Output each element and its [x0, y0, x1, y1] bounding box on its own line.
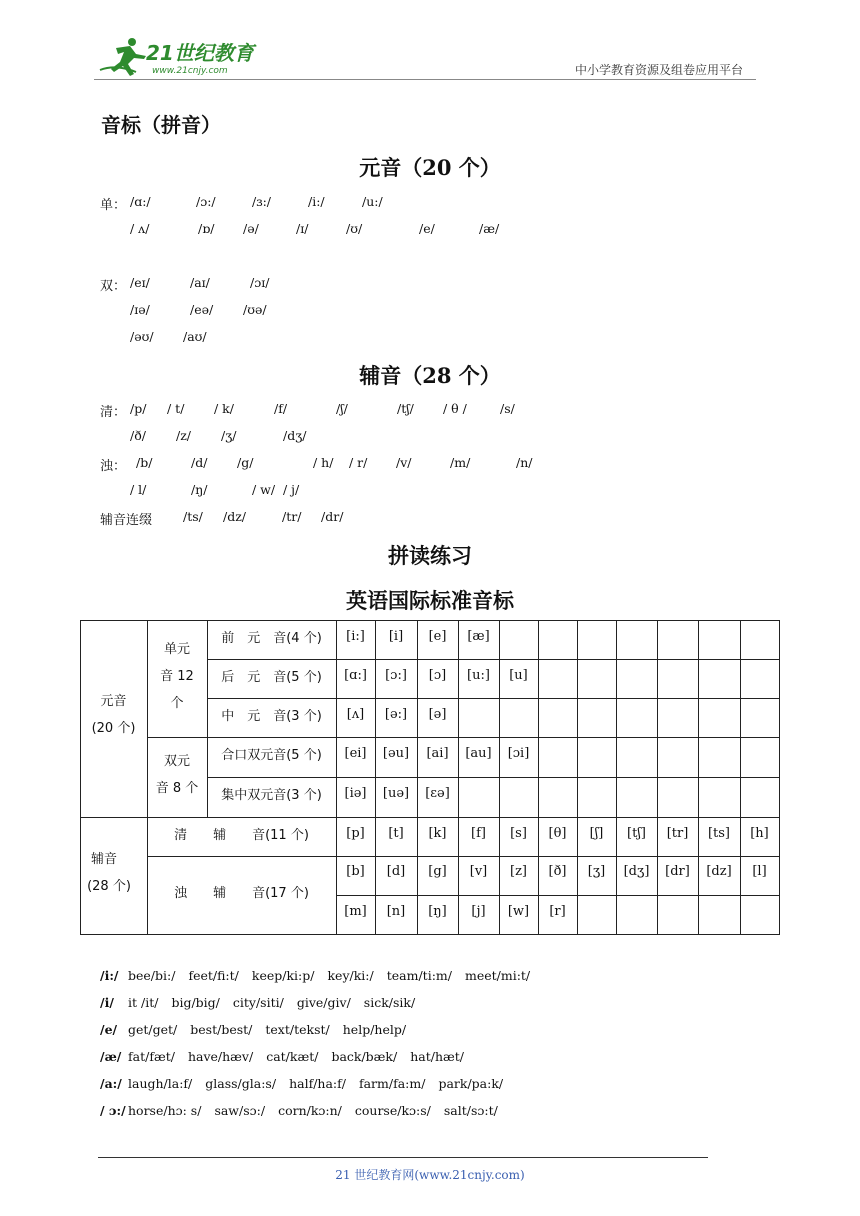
vowel-category: 元音 — [100, 694, 127, 709]
mono-category: 音 12 — [160, 669, 194, 684]
practice-word: hat/hæt/ — [410, 1049, 464, 1064]
logo-text: 21世纪教育 — [146, 41, 254, 65]
ipa-symbol-cell: [ɛə] — [425, 786, 450, 801]
phoneme: /eɪ/ — [130, 275, 150, 290]
phoneme: /ŋ/ — [191, 482, 208, 497]
ipa-symbol-cell: [ɔi] — [507, 746, 530, 761]
phoneme: / θ / — [443, 401, 467, 416]
logo-url: www.21cnjy.com — [152, 66, 228, 76]
practice-word: horse/hɔ: s/ — [128, 1103, 202, 1118]
ipa-symbol-cell: [tr] — [666, 826, 689, 841]
practice-word: help/help/ — [342, 1022, 407, 1037]
phoneme: /ʊə/ — [243, 302, 267, 317]
ipa-symbol-cell: [ə] — [428, 707, 447, 722]
phonetic-table — [80, 620, 780, 935]
diph-category: 音 8 个 — [155, 781, 199, 796]
row-label: 浊 辅 音(17 个) — [174, 886, 309, 901]
practice-word: it /it/ — [128, 995, 159, 1010]
runner-logo-icon — [96, 34, 266, 78]
ipa-symbol-cell: [ʌ] — [346, 707, 365, 722]
practice-word: give/giv/ — [296, 995, 351, 1010]
ipa-symbol-cell: [iə] — [344, 786, 367, 801]
phoneme: /n/ — [516, 455, 533, 470]
header-rule — [94, 79, 756, 80]
practice-phoneme: /e/ — [100, 1022, 118, 1037]
phoneme: /i:/ — [308, 194, 325, 209]
phoneme: /ð/ — [130, 428, 146, 443]
row-label: 合口双元音(5 个) — [221, 748, 322, 763]
ipa-symbol-cell: [dr] — [665, 864, 690, 879]
phoneme: /tr/ — [282, 509, 302, 524]
row-label: 后 元 音(5 个) — [221, 670, 322, 685]
phoneme: /ʊ/ — [346, 221, 363, 236]
practice-phoneme: /a:/ — [100, 1076, 122, 1091]
ipa-symbol-cell: [h] — [750, 826, 769, 841]
practice-row — [100, 1022, 419, 1037]
footer-text: 21 世纪教育网(www.21cnjy.com) — [335, 1168, 525, 1182]
ipa-symbol-cell: [j] — [471, 904, 486, 919]
ipa-symbol-cell: [ɔ] — [428, 668, 447, 683]
ipa-symbol-cell: [au] — [465, 746, 492, 761]
ipa-symbol-cell: [ɑ:] — [344, 668, 367, 683]
phoneme: /eə/ — [190, 302, 214, 317]
phoneme: /s/ — [500, 401, 515, 416]
site-logo — [96, 34, 266, 78]
ipa-symbol-cell: [d] — [386, 864, 406, 879]
phoneme: /aʊ/ — [183, 329, 207, 344]
practice-word: corn/kɔ:n/ — [278, 1103, 342, 1118]
phoneme: /ts/ — [183, 509, 203, 524]
consonants-heading: 辅音（28 个） — [359, 363, 501, 388]
ipa-symbol-cell: [k] — [428, 826, 447, 841]
practice-word: best/best/ — [190, 1022, 253, 1037]
practice-row — [100, 1076, 516, 1091]
phoneme: /v/ — [396, 455, 412, 470]
phoneme: /z/ — [176, 428, 192, 443]
practice-phoneme: /i:/ — [100, 968, 119, 983]
phoneme: /m/ — [450, 455, 471, 470]
practice-word: meet/mi:t/ — [464, 968, 531, 983]
consonant-category-count: (28 个) — [87, 879, 131, 894]
vowel-category-count: (20 个) — [91, 721, 136, 736]
ipa-symbol-cell: [dz] — [706, 864, 732, 879]
phoneme: /dr/ — [321, 509, 344, 524]
practice-word: fat/fæt/ — [128, 1049, 175, 1064]
ipa-symbol-cell: [ts] — [707, 826, 731, 841]
ipa-symbol-cell: [ai] — [426, 746, 449, 761]
phoneme: /ɔɪ/ — [250, 275, 270, 290]
practice-word: half/ha:f/ — [289, 1076, 346, 1091]
practice-word: bee/bi:/ — [128, 968, 176, 983]
ipa-symbol-cell: [æ] — [467, 629, 490, 644]
ipa-symbol-cell: [g] — [428, 864, 447, 879]
ipa-symbol-cell: [l] — [752, 864, 767, 879]
phoneme: /e/ — [419, 221, 435, 236]
practice-word: big/big/ — [171, 995, 220, 1010]
phoneme: /ɜ:/ — [252, 194, 271, 209]
phoneme: /ʃ/ — [336, 401, 348, 416]
ipa-symbol-cell: [v] — [469, 864, 488, 879]
phoneme: /dz/ — [223, 509, 247, 524]
practice-word: keep/ki:p/ — [251, 968, 315, 983]
ipa-symbol-cell: [ʃ] — [589, 826, 604, 841]
phoneme: / j/ — [283, 482, 300, 497]
phoneme: /u:/ — [362, 194, 383, 209]
phoneme: /ɒ/ — [198, 221, 215, 236]
ipa-symbol-cell: [i] — [388, 629, 404, 644]
practice-row — [100, 995, 428, 1010]
practice-heading: 拼读练习 — [388, 543, 472, 568]
practice-word: salt/sɔ:t/ — [443, 1103, 498, 1118]
row-label: 集中双元音(3 个) — [221, 788, 322, 803]
ipa-symbol-cell: [w] — [507, 904, 530, 919]
ipa-symbol-cell: [u:] — [467, 668, 490, 683]
practice-word: cat/kæt/ — [266, 1049, 319, 1064]
ipa-symbol-cell: [ɔ:] — [385, 668, 407, 683]
practice-word: city/siti/ — [232, 995, 284, 1010]
phoneme: /ə/ — [243, 221, 259, 236]
phoneme: / h/ — [313, 455, 334, 470]
practice-word: farm/fa:m/ — [358, 1076, 426, 1091]
phoneme: /f/ — [274, 401, 288, 416]
practice-word: course/kɔ:s/ — [354, 1103, 431, 1118]
phoneme: /əʊ/ — [130, 329, 154, 344]
phoneme: / ʌ/ — [130, 221, 150, 236]
practice-word: have/hæv/ — [187, 1049, 254, 1064]
ipa-symbol-cell: [ʒ] — [587, 864, 606, 879]
cluster-label: 辅音连缀 — [100, 513, 153, 528]
ipa-symbol-cell: [e] — [428, 629, 447, 644]
single-vowel-label: 单： — [100, 198, 127, 213]
voiced-label: 浊： — [100, 459, 127, 474]
consonant-category: 辅音 — [90, 852, 117, 867]
platform-name: 中小学教育资源及组卷应用平台 — [575, 63, 744, 77]
phoneme: / k/ — [214, 401, 234, 416]
table-title: 英语国际标准音标 — [346, 588, 514, 613]
practice-word: park/pa:k/ — [438, 1076, 504, 1091]
double-vowel-label: 双： — [100, 279, 127, 294]
phoneme: /ɔ:/ — [196, 194, 216, 209]
phoneme: /p/ — [130, 401, 147, 416]
ipa-symbol-cell: [tʃ] — [627, 826, 646, 841]
practice-phoneme: /æ/ — [100, 1049, 122, 1064]
ipa-symbol-cell: [p] — [346, 826, 365, 841]
phoneme: /ɑ:/ — [130, 194, 151, 209]
row-label: 前 元 音(4 个) — [221, 631, 322, 646]
practice-word: laugh/la:f/ — [128, 1076, 193, 1091]
phoneme: /ʒ/ — [221, 428, 237, 443]
ipa-symbol-cell: [dʒ] — [623, 864, 650, 879]
ipa-symbol-cell: [u] — [509, 668, 528, 683]
phoneme: /ɪ/ — [296, 221, 309, 236]
ipa-symbol-cell: [s] — [510, 826, 527, 841]
ipa-symbol-cell: [i:] — [346, 629, 365, 644]
ipa-symbol-cell: [ə:] — [384, 707, 408, 722]
practice-row — [100, 1049, 477, 1064]
ipa-symbol-cell: [f] — [471, 826, 486, 841]
diph-category: 双元 — [163, 754, 190, 769]
practice-word: saw/sɔ:/ — [214, 1103, 266, 1118]
phoneme: /g/ — [237, 455, 254, 470]
practice-word: back/bæk/ — [331, 1049, 398, 1064]
practice-word: key/ki:/ — [327, 968, 374, 983]
practice-word: text/tekst/ — [265, 1022, 330, 1037]
row-label: 中 元 音(3 个) — [221, 709, 322, 724]
practice-phoneme: /i/ — [100, 995, 114, 1010]
ipa-symbol-cell: [r] — [549, 904, 566, 919]
ipa-symbol-cell: [əu] — [382, 746, 410, 761]
phoneme: /tʃ/ — [397, 401, 414, 416]
ipa-symbol-cell: [z] — [510, 864, 527, 879]
ipa-symbol-cell: [uə] — [382, 786, 410, 801]
ipa-symbol-cell: [ei] — [344, 746, 367, 761]
voiceless-label: 清： — [100, 405, 127, 420]
phoneme: /ɪə/ — [130, 302, 150, 317]
mono-category: 个 — [170, 696, 184, 711]
practice-word: feet/fi:t/ — [188, 968, 239, 983]
phoneme: / t/ — [167, 401, 185, 416]
ipa-symbol-cell: [n] — [386, 904, 406, 919]
practice-word: get/get/ — [128, 1022, 178, 1037]
phoneme: / l/ — [130, 482, 147, 497]
vowels-heading: 元音（20 个） — [359, 155, 501, 180]
row-label: 清 辅 音(11 个) — [174, 828, 309, 843]
practice-word: sick/sik/ — [363, 995, 416, 1010]
ipa-symbol-cell: [t] — [388, 826, 404, 841]
practice-row — [100, 968, 543, 983]
phoneme: /aɪ/ — [190, 275, 210, 290]
practice-word: glass/gla:s/ — [205, 1076, 277, 1091]
ipa-symbol-cell: [b] — [346, 864, 365, 879]
ipa-symbol-cell: [m] — [344, 904, 367, 919]
practice-word: team/ti:m/ — [386, 968, 452, 983]
ipa-symbol-cell: [ð] — [548, 864, 567, 879]
ipa-symbol-cell: [θ] — [548, 826, 567, 841]
page-title: 音标（拼音） — [101, 113, 221, 137]
phoneme: / r/ — [349, 455, 368, 470]
practice-row — [100, 1103, 511, 1118]
phoneme: / w/ — [252, 482, 276, 497]
practice-phoneme: / ɔ:/ — [100, 1103, 126, 1118]
phoneme: /dʒ/ — [283, 428, 307, 443]
phoneme: /d/ — [191, 455, 208, 470]
phoneme: /æ/ — [479, 221, 500, 236]
ipa-symbol-cell: [ŋ] — [428, 904, 447, 919]
phoneme: /b/ — [136, 455, 153, 470]
footer-rule — [98, 1157, 708, 1158]
mono-category: 单元 — [163, 642, 190, 657]
